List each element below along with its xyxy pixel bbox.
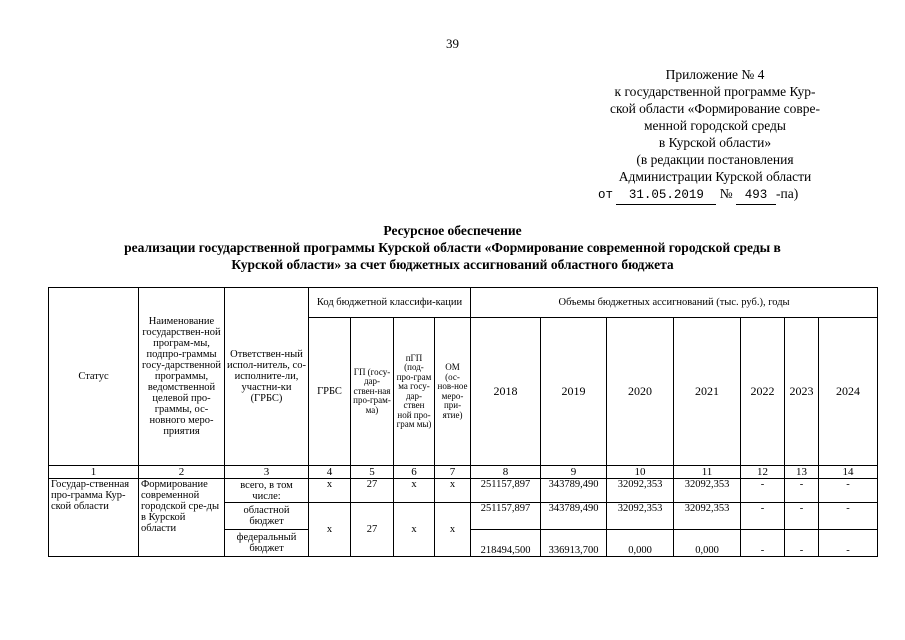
appendix-line: (в редакции постановления — [636, 152, 794, 167]
from-label: от — [598, 188, 614, 202]
value-2018: 251157,897 — [471, 479, 541, 503]
resolution-date: 31.05.2019 — [616, 187, 716, 205]
column-number: 1 — [49, 466, 139, 479]
value-2023: - — [785, 530, 819, 557]
appendix-line: менной городской среды — [644, 118, 786, 133]
header-year-2021: 2021 — [674, 318, 741, 466]
column-number-row — [49, 466, 878, 479]
header-budget-classification: Код бюджетной классифи-кации — [309, 288, 471, 318]
appendix-line: ской области «Формирование совре- — [609, 101, 821, 116]
header-pgp: пГП (под-про-грам ма госу-дар-ствен ной про-грам мы) — [394, 318, 435, 466]
value-2023: - — [785, 503, 819, 530]
appendix-block — [590, 66, 840, 205]
value-2022: - — [741, 479, 785, 503]
appendix-line: к государственной программе Кур- — [614, 84, 816, 99]
value-2023: - — [785, 479, 819, 503]
column-number: 4 — [309, 466, 351, 479]
header-executor: Ответствен-ный испол-нитель, со-исполните-ли, участни-ки (ГРБС) — [225, 288, 309, 466]
value-2018: 218494,500 — [471, 530, 541, 557]
title-line-1: Ресурсное обеспечение — [383, 223, 522, 238]
header-status: Статус — [49, 288, 139, 466]
code-pgp: х — [394, 479, 435, 503]
header-year-2018: 2018 — [471, 318, 541, 466]
executor-regional-budget: областной бюджет — [225, 503, 309, 530]
header-year-2022: 2022 — [741, 318, 785, 466]
document-title — [60, 222, 845, 273]
table-row — [49, 479, 878, 503]
value-2021: 32092,353 — [674, 479, 741, 503]
header-year-2019: 2019 — [541, 318, 607, 466]
code-om: х — [435, 479, 471, 503]
value-2020: 0,000 — [607, 530, 674, 557]
code-gp: 27 — [351, 479, 394, 503]
value-2018: 251157,897 — [471, 503, 541, 530]
resolution-signature-line — [598, 185, 840, 205]
executor-federal-budget: федеральный бюджет — [225, 530, 309, 557]
value-2022: - — [741, 530, 785, 557]
value-2024: - — [819, 530, 878, 557]
column-number: 11 — [674, 466, 741, 479]
page-number: 39 — [446, 36, 459, 51]
column-number: 12 — [741, 466, 785, 479]
value-2021: 32092,353 — [674, 503, 741, 530]
number-label: № — [719, 186, 733, 201]
header-year-2024: 2024 — [819, 318, 878, 466]
value-2021: 0,000 — [674, 530, 741, 557]
appendix-line: Администрации Курской области — [618, 169, 812, 184]
column-number: 8 — [471, 466, 541, 479]
budget-table — [48, 287, 878, 557]
code-om: х — [435, 503, 471, 557]
program-name: Формирование современной городской сре-ды в Курской области — [139, 479, 225, 557]
appendix-line: в Курской области» — [658, 135, 772, 150]
header-gp: ГП (госу-дар-ствен-ная про-грам-ма) — [351, 318, 394, 466]
value-2019: 343789,490 — [541, 479, 607, 503]
header-year-2023: 2023 — [785, 318, 819, 466]
resolution-number: 493 — [736, 187, 776, 205]
program-status: Государ-ственная про-грамма Кур-ской области — [49, 479, 139, 557]
column-number: 2 — [139, 466, 225, 479]
value-2024: - — [819, 503, 878, 530]
appendix-line: Приложение № 4 — [665, 67, 765, 82]
header-om: ОМ (ос-нов-ное меро-при-ятие) — [435, 318, 471, 466]
code-gp: 27 — [351, 503, 394, 557]
header-allocation-volumes: Объемы бюджетных ассигнований (тыс. руб.), годы — [471, 288, 878, 318]
column-number: 6 — [394, 466, 435, 479]
value-2022: - — [741, 503, 785, 530]
title-line-2: реализации государственной программы Курской области «Формирование современной городской среды в — [124, 240, 781, 255]
value-2020: 32092,353 — [607, 503, 674, 530]
column-number: 14 — [819, 466, 878, 479]
title-line-3: Курской области» за счет бюджетных ассигнований областного бюджета — [231, 257, 674, 272]
column-number: 7 — [435, 466, 471, 479]
executor-total: всего, в том числе: — [225, 479, 309, 503]
column-number: 13 — [785, 466, 819, 479]
column-number: 9 — [541, 466, 607, 479]
number-suffix: -па) — [776, 186, 799, 201]
column-number: 5 — [351, 466, 394, 479]
value-2019: 343789,490 — [541, 503, 607, 530]
header-name: Наименование государствен-ной програм-мы, подпро-граммы госу-дарственной программы, ведомственной целевой про-граммы, ос-новного меро-приятия — [139, 288, 225, 466]
header-year-2020: 2020 — [607, 318, 674, 466]
value-2020: 32092,353 — [607, 479, 674, 503]
value-2024: - — [819, 479, 878, 503]
code-grbs: х — [309, 479, 351, 503]
value-2019: 336913,700 — [541, 530, 607, 557]
header-grbs: ГРБС — [309, 318, 351, 466]
column-number: 10 — [607, 466, 674, 479]
code-pgp: х — [394, 503, 435, 557]
column-number: 3 — [225, 466, 309, 479]
code-grbs: х — [309, 503, 351, 557]
